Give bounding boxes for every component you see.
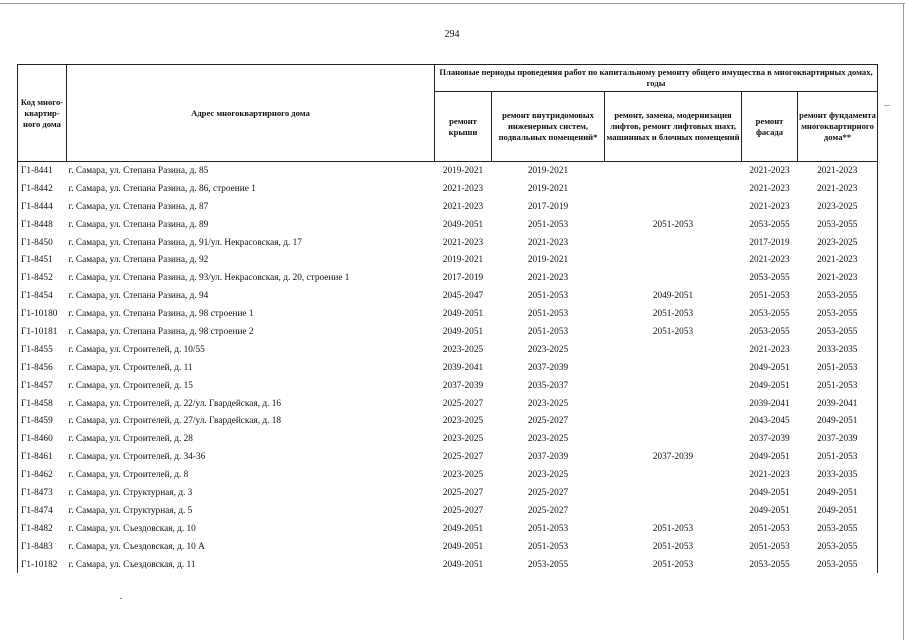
cell-systems: 2019-2021 [527,183,569,194]
cell-address: г. Самара, ул. Съездовская, д. 10 [68,523,196,534]
cell-roof: 2025-2027 [442,505,484,516]
cell-systems: 2017-2019 [527,201,569,212]
cell-systems: 2053-2055 [527,559,569,570]
cell-address: г. Самара, ул. Строителей, д. 22/ул. Гвардейская, д. 16 [68,398,282,409]
cell-systems: 2025-2027 [527,416,569,427]
cell-address: г. Самара, ул. Степана Разина, д. 92 [68,255,209,266]
cell-address: г. Самара, ул. Строителей, д. 27/ул. Гвардейская, д. 18 [68,416,282,427]
cell-roof: 2019-2021 [442,165,484,176]
cell-lifts [605,484,742,502]
cell-foundation: 2021-2023 [798,251,878,269]
cell-address: г. Самара, ул. Степана Разина, д. 91/ул. Некрасовская, д. 17 [68,237,302,248]
table-row [18,359,878,377]
cell-facade: 2021-2023 [749,183,790,194]
cell-facade: 2021-2023 [749,165,790,176]
cell-foundation: 2053-2055 [798,323,878,341]
cell-facade: 2053-2055 [749,273,790,284]
cell-address: г. Самара, ул. Строителей, д. 34-36 [68,452,206,463]
cell-lifts [605,162,742,180]
cell-roof: 2023-2025 [442,416,484,427]
cell-code: Г1-10180 [18,305,67,323]
table-row [18,502,878,520]
table-row [18,305,878,323]
cell-code: Г1-8455 [18,341,67,359]
cell-facade: 2051-2053 [749,541,790,552]
cell-code: Г1-8444 [18,198,67,216]
cell-roof: 2049-2051 [442,541,484,552]
cell-lifts [605,251,742,269]
header-foundation: ремонт фундамента многоквартирного дома** [798,92,878,162]
cell-facade: 2039-2041 [749,398,790,409]
cell-lifts [605,198,742,216]
cell-facade: 2051-2053 [749,523,790,534]
cell-foundation: 2053-2055 [798,287,878,305]
cell-code: Г1-8450 [18,234,67,252]
cell-roof: 2049-2051 [442,559,484,570]
cell-lifts [605,395,742,413]
cell-facade: 2021-2023 [749,470,790,481]
table-row [18,234,878,252]
cell-foundation: 2053-2055 [798,520,878,538]
table-row [18,484,878,502]
cell-roof: 2049-2051 [442,309,484,320]
cell-roof: 2049-2051 [442,219,484,230]
cell-lifts [605,430,742,448]
table-row [18,287,878,305]
cell-code: Г1-10181 [18,323,67,341]
cell-code: Г1-8441 [18,162,67,180]
cell-facade: 2021-2023 [749,255,790,266]
cell-address: г. Самара, ул. Строителей, д. 8 [68,470,189,481]
cell-address: г. Самара, ул. Съездовская, д. 10 А [68,541,205,552]
cell-systems: 2037-2039 [527,452,569,463]
cell-facade: 2049-2051 [749,452,790,463]
cell-address: г. Самара, ул. Степана Разина, д. 87 [68,201,209,212]
cell-lifts [605,180,742,198]
cell-code: Г1-8461 [18,448,67,466]
cell-foundation: 2049-2051 [798,502,878,520]
cell-facade: 2037-2039 [749,434,790,445]
header-facade: ремонт фасада [742,92,798,162]
table-row [18,341,878,359]
cell-lifts [605,412,742,430]
table-row [18,180,878,198]
cell-systems: 2025-2027 [527,505,569,516]
cell-address: г. Самара, ул. Степана Разина, д. 98 строение 2 [68,326,254,337]
table-row [18,538,878,556]
table-row [18,216,878,234]
cell-foundation: 2037-2039 [798,430,878,448]
cell-lifts: 2051-2053 [652,326,694,337]
cell-lifts: 2051-2053 [652,541,694,552]
cell-code: Г1-10182 [18,556,67,574]
cell-code: Г1-8452 [18,269,67,287]
cell-code: Г1-8482 [18,520,67,538]
cell-roof: 2017-2019 [442,273,484,284]
cell-foundation: 2021-2023 [798,162,878,180]
cell-roof: 2037-2039 [442,380,484,391]
cell-code: Г1-8460 [18,430,67,448]
table-row [18,412,878,430]
header-address: Адрес многоквартирного дома [67,65,435,162]
cell-address: г. Самара, ул. Строителей, д. 11 [68,362,193,373]
cell-roof: 2021-2023 [442,201,484,212]
cell-address: г. Самара, ул. Структурная, д. 3 [68,487,193,498]
cell-code: Г1-8474 [18,502,67,520]
cell-roof: 2045-2047 [442,291,484,302]
table-body [18,162,878,574]
cell-code: Г1-8457 [18,377,67,395]
cell-address: г. Самара, ул. Строителей, д. 15 [68,380,193,391]
cell-address: г. Самара, ул. Степана Разина, д. 98 строение 1 [68,309,254,320]
cell-lifts: 2049-2051 [652,291,694,302]
cell-code: Г1-8442 [18,180,67,198]
cell-address: г. Самара, ул. Степана Разина, д. 85 [68,165,209,176]
cell-facade: 2017-2019 [749,237,790,248]
cell-systems: 2051-2053 [527,523,569,534]
cell-roof: 2039-2041 [442,362,484,373]
table-row [18,269,878,287]
header-systems: ремонт внутридомовых инженерных систем, подвальных помещений* [492,92,605,162]
cell-foundation: 2023-2025 [798,234,878,252]
table-row [18,556,878,574]
cell-facade: 2053-2055 [749,326,790,337]
cell-lifts: 2051-2053 [652,219,694,230]
cell-foundation: 2033-2035 [798,466,878,484]
cell-lifts: 2037-2039 [652,452,694,463]
cell-address: г. Самара, ул. Строителей, д. 10/55 [68,344,205,355]
cell-foundation: 2021-2023 [798,180,878,198]
cell-systems: 2019-2021 [527,165,569,176]
cell-systems: 2051-2053 [527,326,569,337]
cell-foundation: 2053-2055 [798,538,878,556]
scan-mark [120,598,122,599]
cell-facade: 2021-2023 [749,201,790,212]
cell-facade: 2049-2051 [749,487,790,498]
header-code: Код много-квартир-ного дома [18,65,67,162]
cell-lifts: 2051-2053 [652,523,694,534]
cell-foundation: 2051-2053 [798,448,878,466]
cell-foundation: 2049-2051 [798,412,878,430]
cell-lifts [605,234,742,252]
cell-systems: 2037-2039 [527,362,569,373]
table-row [18,448,878,466]
cell-roof: 2025-2027 [442,487,484,498]
cell-code: Г1-8448 [18,216,67,234]
cell-systems: 2051-2053 [527,291,569,302]
cell-foundation: 2033-2035 [798,341,878,359]
cell-facade: 2053-2055 [749,309,790,320]
cell-code: Г1-8459 [18,412,67,430]
cell-foundation: 2049-2051 [798,484,878,502]
cell-lifts: 2051-2053 [652,309,694,320]
cell-code: Г1-8456 [18,359,67,377]
table-row [18,520,878,538]
page-number: 294 [444,29,460,40]
cell-systems: 2051-2053 [527,309,569,320]
scan-mark [884,105,890,106]
cell-roof: 2049-2051 [442,523,484,534]
cell-lifts [605,359,742,377]
cell-roof: 2023-2025 [442,470,484,481]
cell-roof: 2049-2051 [442,326,484,337]
cell-roof: 2023-2025 [442,344,484,355]
cell-lifts [605,502,742,520]
cell-facade: 2043-2045 [749,416,790,427]
cell-systems: 2051-2053 [527,219,569,230]
cell-address: г. Самара, ул. Структурная, д. 5 [68,505,193,516]
cell-code: Г1-8473 [18,484,67,502]
cell-code: Г1-8454 [18,287,67,305]
table-row [18,377,878,395]
cell-systems: 2021-2023 [527,237,569,248]
cell-systems: 2051-2053 [527,541,569,552]
scan-frame-top-edge [0,3,905,4]
cell-facade: 2049-2051 [749,505,790,516]
cell-systems: 2019-2021 [527,255,569,266]
cell-systems: 2023-2025 [527,470,569,481]
cell-systems: 2025-2027 [527,487,569,498]
cell-code: Г1-8451 [18,251,67,269]
cell-roof: 2025-2027 [442,452,484,463]
cell-foundation: 2023-2025 [798,198,878,216]
table-row [18,198,878,216]
cell-lifts [605,341,742,359]
cell-address: г. Самара, ул. Степана Разина, д. 86, строение 1 [68,183,256,194]
table-row [18,395,878,413]
cell-facade: 2049-2051 [749,380,790,391]
table-row [18,466,878,484]
cell-address: г. Самара, ул. Степана Разина, д. 93/ул. Некрасовская, д. 20, строение 1 [68,273,350,284]
cell-code: Г1-8483 [18,538,67,556]
cell-foundation: 2021-2023 [798,269,878,287]
cell-roof: 2021-2023 [442,237,484,248]
cell-systems: 2035-2037 [527,380,569,391]
cell-facade: 2053-2055 [749,219,790,230]
cell-foundation: 2051-2053 [798,377,878,395]
cell-foundation: 2053-2055 [798,305,878,323]
cell-code: Г1-8462 [18,466,67,484]
cell-address: г. Самара, ул. Съездовская, д. 11 [68,559,196,570]
cell-facade: 2053-2055 [749,559,790,570]
cell-roof: 2019-2021 [442,255,484,266]
cell-systems: 2023-2025 [527,344,569,355]
cell-address: г. Самара, ул. Степана Разина, д. 94 [68,291,209,302]
cell-foundation: 2051-2053 [798,359,878,377]
scan-frame-right-edge [903,3,904,640]
cell-address: г. Самара, ул. Строителей, д. 28 [68,434,193,445]
cell-foundation: 2053-2055 [798,556,878,574]
repair-schedule-table [17,64,878,573]
header-roof: ремонт крыши [435,92,492,162]
cell-facade: 2049-2051 [749,362,790,373]
table-row [18,251,878,269]
cell-lifts: 2051-2053 [652,559,694,570]
cell-systems: 2023-2025 [527,398,569,409]
cell-address: г. Самара, ул. Степана Разина, д. 89 [68,219,209,230]
cell-systems: 2023-2025 [527,434,569,445]
cell-facade: 2021-2023 [749,344,790,355]
cell-systems: 2021-2023 [527,273,569,284]
cell-roof: 2023-2025 [442,434,484,445]
header-group-periods: Плановые периоды проведения работ по капитальному ремонту общего имущества в многоквартирных домах, годы [435,65,878,92]
cell-lifts [605,269,742,287]
header-lifts: ремонт, замена, модернизация лифтов, ремонт лифтовых шахт, машинных и блочных помещений [605,92,742,162]
cell-foundation: 2053-2055 [798,216,878,234]
table-row [18,162,878,180]
cell-lifts [605,377,742,395]
cell-roof: 2021-2023 [442,183,484,194]
table-row [18,430,878,448]
cell-lifts [605,466,742,484]
table-row [18,323,878,341]
cell-facade: 2051-2053 [749,291,790,302]
cell-roof: 2025-2027 [442,398,484,409]
cell-foundation: 2039-2041 [798,395,878,413]
cell-code: Г1-8458 [18,395,67,413]
